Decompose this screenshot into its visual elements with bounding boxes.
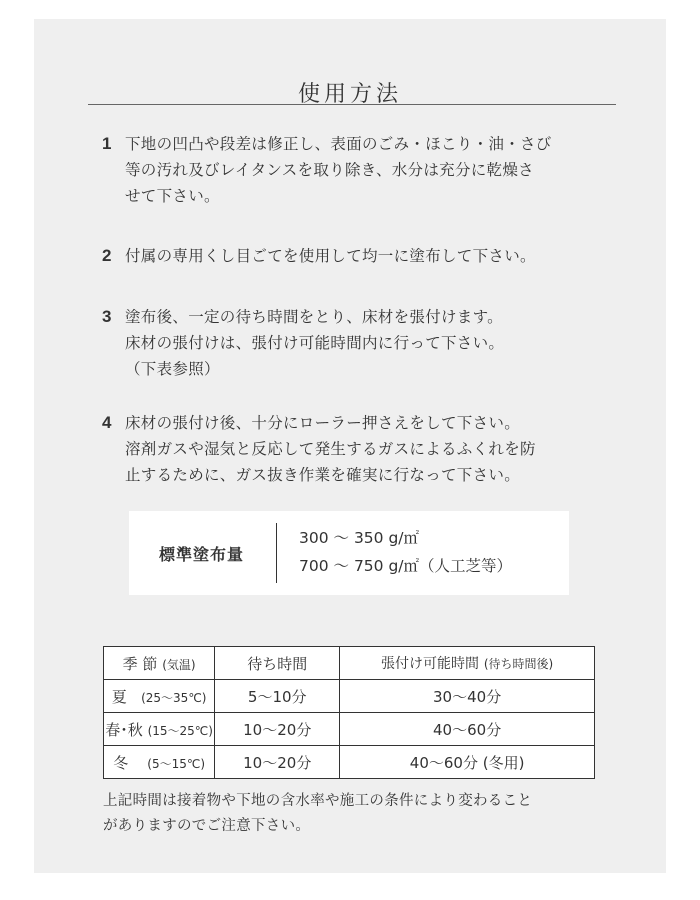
step-line: 塗布後、一定の待ち時間をとり、床材を張付けます。 <box>125 308 503 326</box>
cell-wait: 10～20分 <box>215 746 340 779</box>
step-number: 4 <box>102 413 112 432</box>
footnote-line: 上記時間は接着物や下地の含水率や施工の条件により変わること <box>103 793 533 809</box>
table-row <box>104 680 595 713</box>
cell-season <box>104 713 215 746</box>
header-wait-time <box>215 647 340 680</box>
standard-coverage-label: 標準塗布量 <box>159 545 245 564</box>
cell-apply: 30～40分 <box>340 680 595 713</box>
cell-season <box>104 680 215 713</box>
standard-coverage-box <box>129 511 569 595</box>
season-name: 夏 <box>111 687 127 706</box>
step-line: 下地の凹凸や段差は修正し、表面のごみ・ほこり・油・さび <box>125 135 552 153</box>
step-text <box>125 131 605 209</box>
coverage-value: 300 ～ 350 g/㎡ <box>299 529 420 547</box>
header-apply-sub: (待ち時間後) <box>483 657 554 671</box>
table-row <box>104 713 595 746</box>
cell-wait: 5～10分 <box>215 680 340 713</box>
header-apply-label: 張付け可能時間 <box>381 656 480 672</box>
standard-coverage-values <box>299 524 512 580</box>
step-line: 床材の張付けは、張付け可能時間内に行って下さい。 <box>125 334 505 352</box>
step-text <box>125 410 605 488</box>
page-title: 使用方法 <box>297 82 402 107</box>
step-text <box>125 304 605 382</box>
header-apply-time <box>340 647 595 680</box>
table-row <box>104 746 595 779</box>
season-temp: (15～25℃) <box>147 723 213 738</box>
usage-panel <box>34 19 666 873</box>
coverage-value: 700 ～ 750 g/㎡（人工芝等） <box>299 557 513 575</box>
footnote <box>103 789 603 839</box>
step-line: 床材の張付け後、十分にローラー押さえをして下さい。 <box>125 414 521 432</box>
header-season-sub: (気温) <box>162 657 196 672</box>
season-name: 冬 <box>113 753 129 772</box>
coverage-divider <box>276 523 277 583</box>
timing-table <box>103 646 595 779</box>
step-number: 2 <box>102 246 112 265</box>
header-season-label: 季 節 <box>122 654 158 673</box>
season-temp: (25～35℃) <box>141 690 207 705</box>
step-number: 1 <box>102 134 112 153</box>
cell-season <box>104 746 215 779</box>
title-divider <box>88 104 616 105</box>
step-line: 等の汚れ及びレイタンスを取り除き、水分は充分に乾燥さ <box>125 161 534 179</box>
cell-wait: 10～20分 <box>215 713 340 746</box>
cell-apply: 40～60分 (冬用) <box>340 746 595 779</box>
header-wait-label: 待ち時間 <box>247 654 308 673</box>
step-line: 止するために、ガス抜き作業を確実に行なって下さい。 <box>125 466 521 484</box>
header-season <box>104 647 215 680</box>
footnote-line: がありますのでご注意下さい。 <box>103 818 311 834</box>
step-line: 付属の専用くし目ごてを使用して均一に塗布して下さい。 <box>125 247 536 265</box>
step-line: 溶剤ガスや湿気と反応して発生するガスによるふくれを防 <box>125 440 536 458</box>
season-name: 春･秋 <box>105 720 143 739</box>
step-text <box>125 243 605 269</box>
step-number: 3 <box>102 307 112 326</box>
season-temp: (5～15℃) <box>147 756 206 771</box>
cell-apply: 40～60分 <box>340 713 595 746</box>
table-header-row <box>104 647 595 680</box>
step-line: せて下さい。 <box>125 187 220 205</box>
step-line: （下表参照） <box>125 360 220 378</box>
